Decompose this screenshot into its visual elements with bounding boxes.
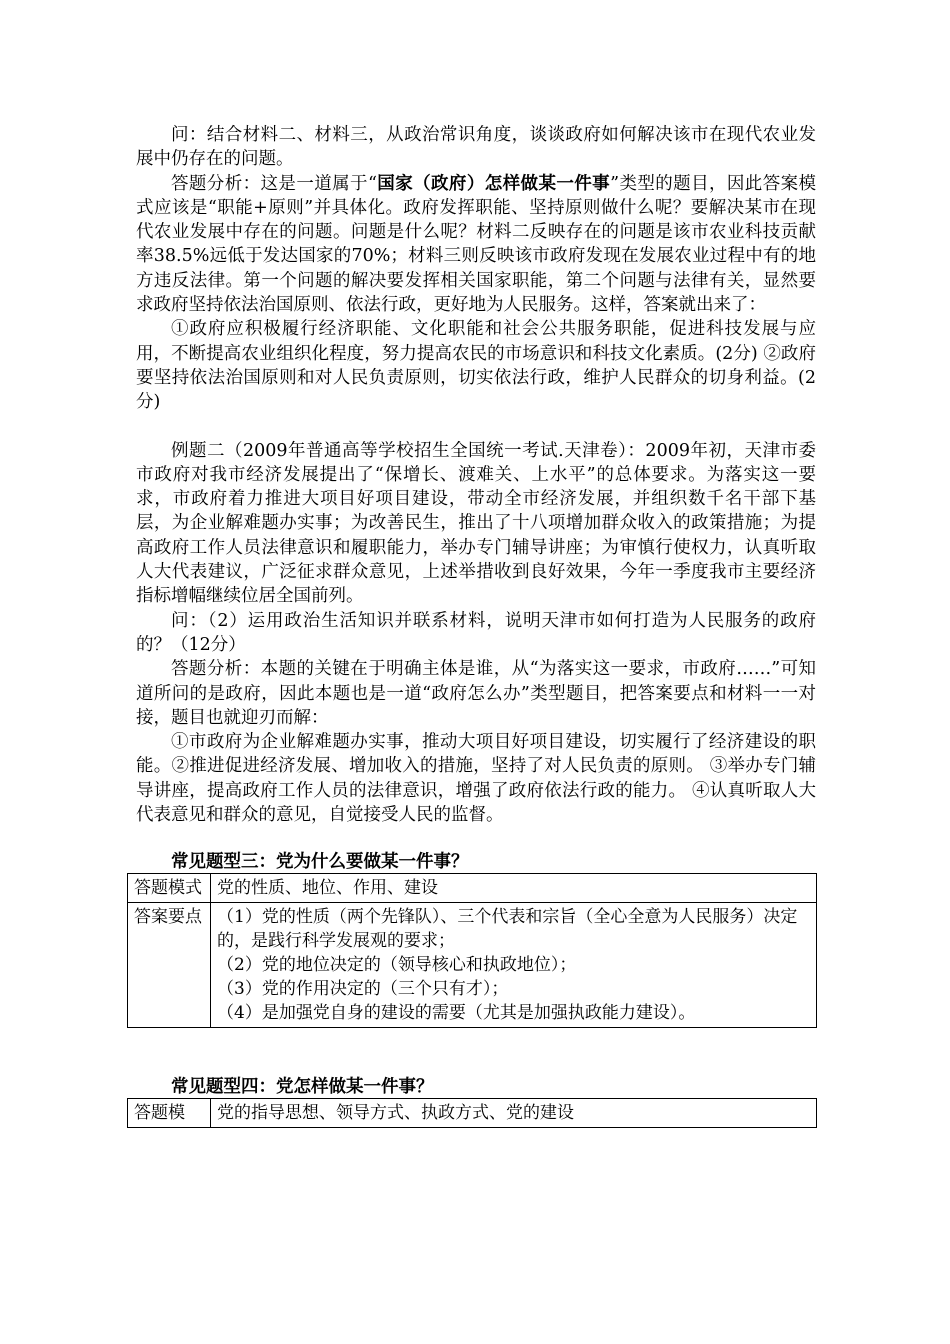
type4-heading: 常见题型四：党怎样做某一件事？	[171, 1077, 434, 1098]
row-value: 党的性质、地位、作用、建设	[211, 874, 817, 903]
list-item: （1）党的性质（两个先锋队）、三个代表和宗旨（全心全意为人民服务）决定的，是践行科学发展观的要求；	[217, 907, 798, 952]
document-page	[136, 123, 816, 1128]
type3-heading: 常见题型三：党为什么要做某一件事？	[171, 852, 469, 873]
row-label: 答题模式	[128, 874, 211, 903]
type3-table	[127, 873, 817, 1028]
row-value: 党的指导思想、领导方式、执政方式、党的建设	[211, 1099, 817, 1128]
table-row	[128, 1099, 817, 1128]
example2-analysis: 答题分析：本题的关键在于明确主体是谁，从“为落实这一要求，市政府……”可知道所问的是政府，因此本题也是一道“政府怎么办”类型题目，把答案要点和材料一一对接，题目也就迎刃而解：	[136, 659, 816, 728]
table-row	[128, 874, 817, 903]
list-item: （3）党的作用决定的（三个只有才）；	[217, 979, 509, 1000]
example1-answer: ①政府应积极履行经济职能、文化职能和社会公共服务职能，促进科技发展与应用，不断提高农业组织化程度，努力提高农民的市场意识和科技文化素质。(2分) ②政府要坚持依法治国原则和对人民负责原则，切实依法行政，维护人民群众的切身利益。(2分)	[136, 319, 816, 413]
answer-points	[211, 903, 817, 1028]
list-item: （4）是加强党自身的建设的需要（尤其是加强执政能力建设）。	[217, 1003, 696, 1024]
type4-table	[127, 1098, 817, 1128]
example1-question: 问：结合材料二、材料三，从政治常识角度，谈谈政府如何解决该市在现代农业发展中仍存在的问题。	[136, 125, 816, 170]
bold-phrase: 国家（政府）怎样做某一件事	[376, 173, 611, 194]
example2-question: 问：（2）运用政治生活知识并联系材料，说明天津市如何打造为人民服务的政府的？（12分）	[136, 610, 816, 655]
list-item: （2）党的地位决定的（领导核心和执政地位）；	[217, 955, 577, 976]
example2-answer: ①市政府为企业解难题办实事，推动大项目好项目建设，切实履行了经济建设的职能。②推进促进经济发展、增加收入的措施，坚持了对人民负责的原则。 ③举办专门辅导讲座，提高政府工作人员的法律意识，增强了政府依法行政的能力。 ④认真听取人大代表意见和群众的意见，自觉接受人民的监督。	[136, 732, 816, 826]
row-label: 答案要点	[128, 903, 211, 1028]
row-label: 答题模	[128, 1099, 211, 1128]
table-row	[128, 903, 817, 1028]
example1-analysis: 答题分析：这是一道属于“国家（政府）怎样做某一件事”类型的题目，因此答案模式应该是“职能+原则”并具体化。政府发挥职能、坚持原则做什么呢？要解决某市在现代农业发展中存在的问题。问题是什么呢？材料二反映存在的问题是该市农业科技贡献率38.5%远低于发达国家的70%；材料三则反映该市政府发现在发展农业过程中有的地方违反法律。第一个问题的解决要发挥相关国家职能，第二个问题与法律有关，显然要求政府坚持依法治国原则、依法行政，更好地为人民服务。这样，答案就出来了：	[136, 173, 816, 316]
example2-intro: 例题二（2009年普通高等学校招生全国统一考试.天津卷）：2009年初，天津市委市政府对我市经济发展提出了“保增长、渡难关、上水平”的总体要求。为落实这一要求，市政府着力推进大项目好项目建设，带动全市经济发展，并组织数千名干部下基层，为企业解难题办实事；为改善民生，推出了十八项增加群众收入的政策措施；为提高政府工作人员法律意识和履职能力，举办专门辅导讲座；为审慎行使权力，认真听取人大代表建议，广泛征求群众意见，上述举措收到良好效果，今年一季度我市主要经济指标增幅继续位居全国前列。	[136, 440, 816, 607]
